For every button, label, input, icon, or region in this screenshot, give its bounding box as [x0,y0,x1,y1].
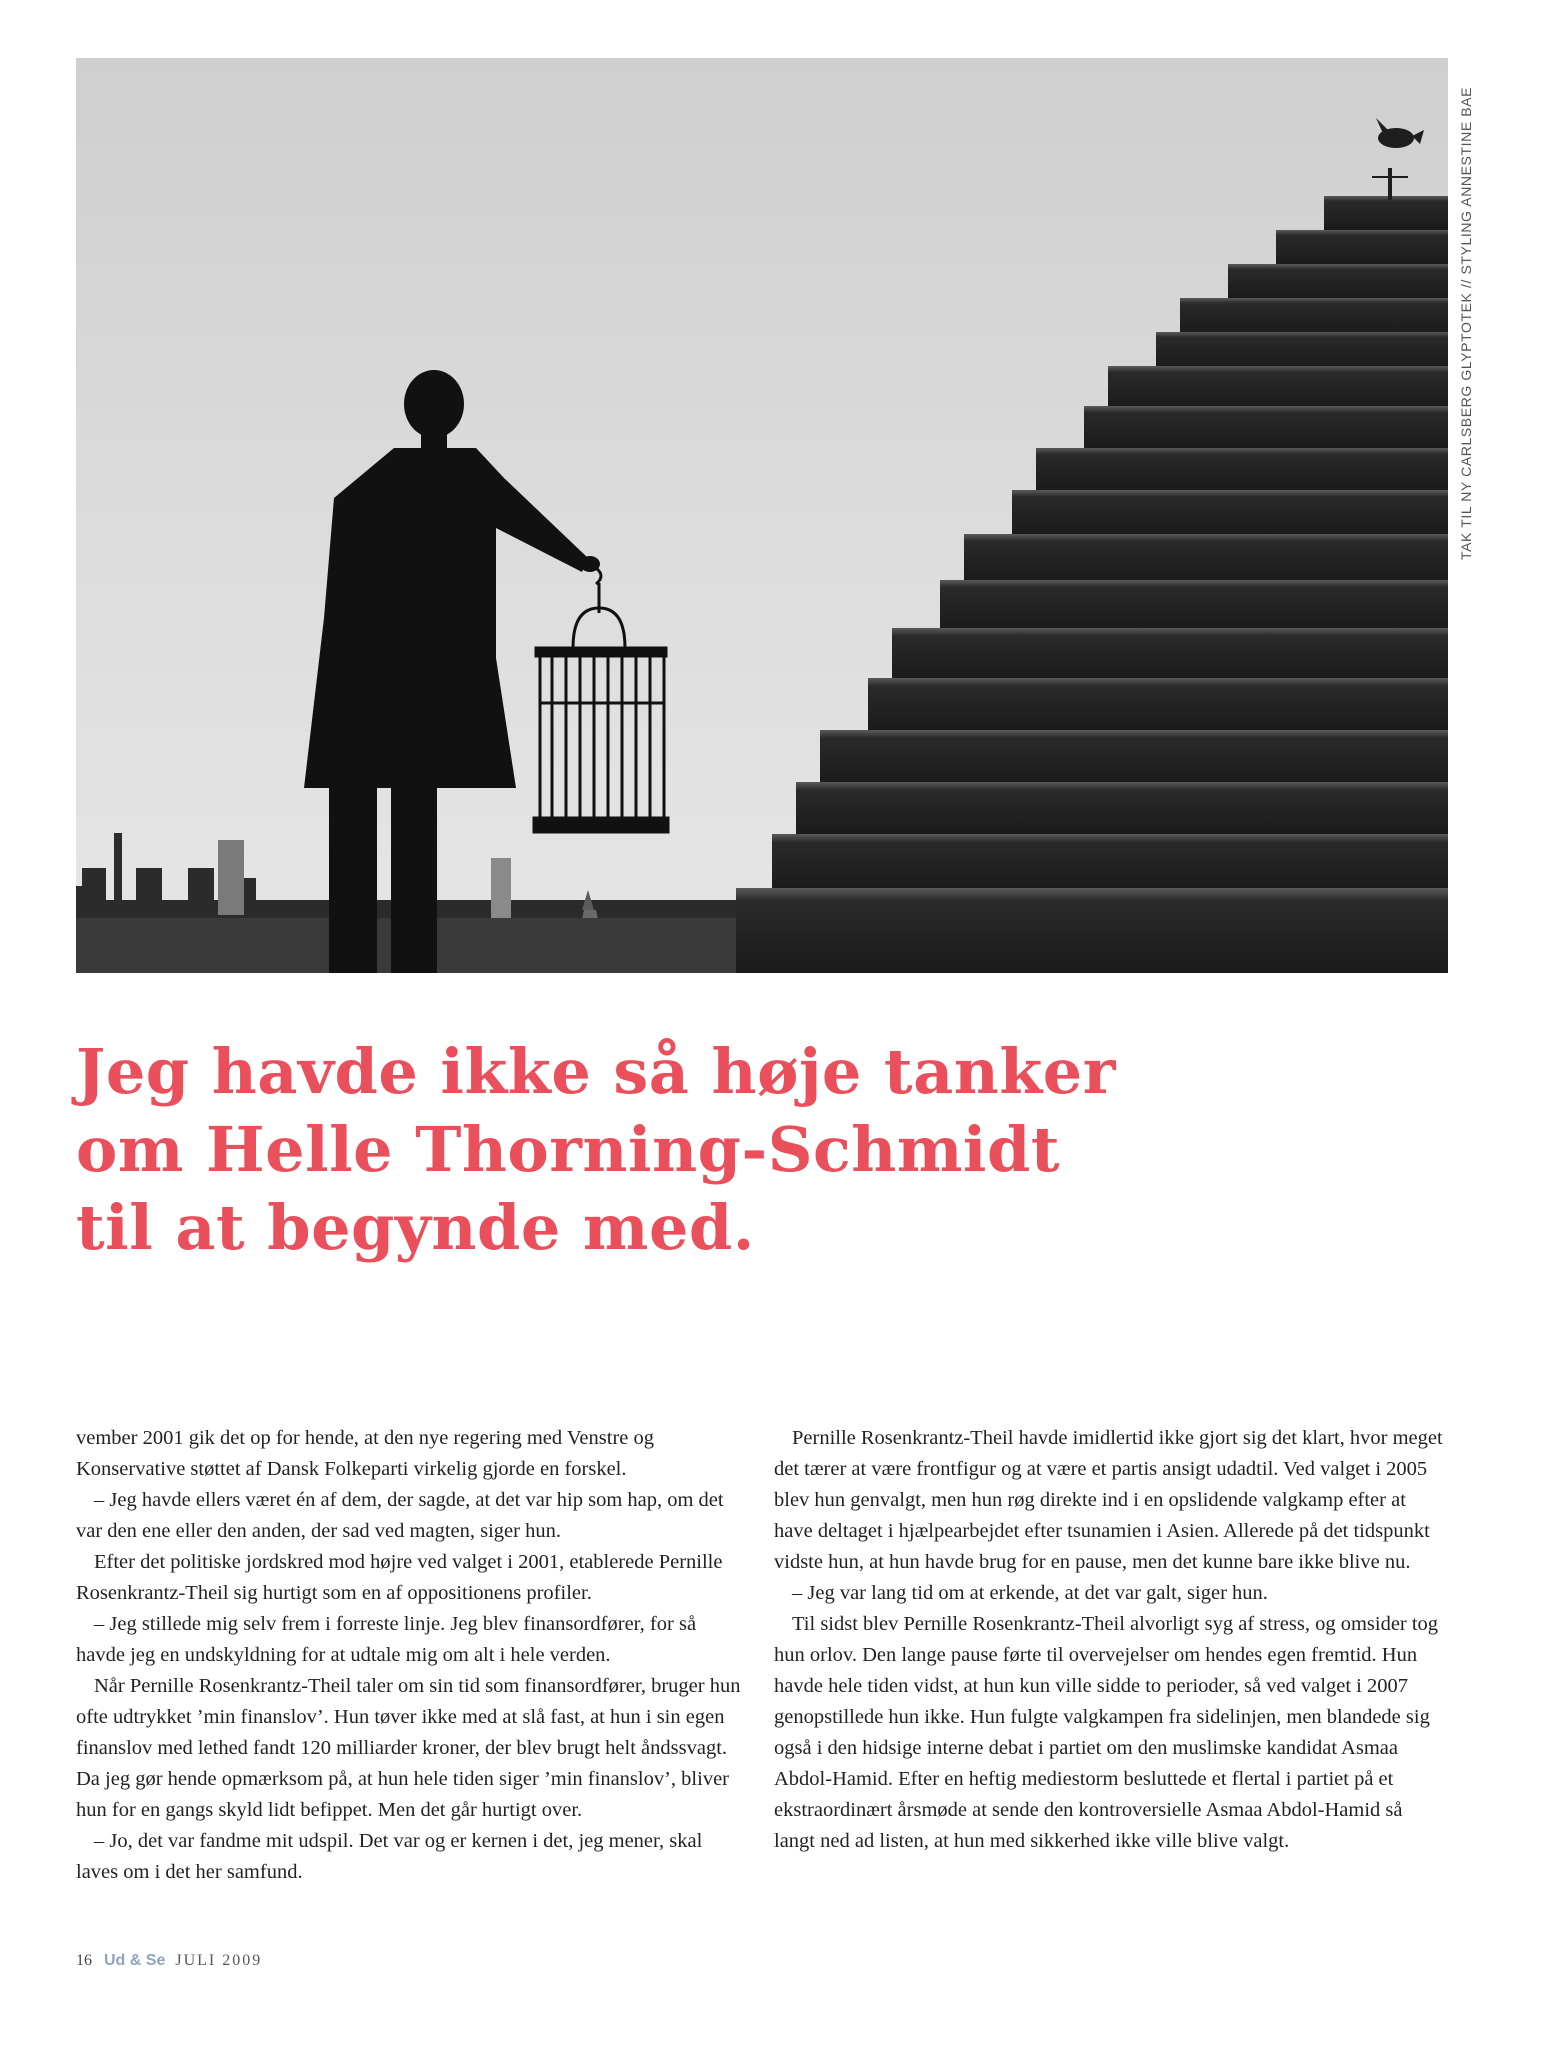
article-column-left [76,1423,746,1888]
issue-date: JULI 2009 [175,1952,263,1969]
headline-line: til at begynde med. [76,1191,755,1264]
page-footer [76,1952,262,1970]
paragraph: – Jo, det var fandme mit udspil. Det var og er kernen i det, jeg mener, skal laves om i det her samfund. [76,1830,703,1883]
paragraph: – Jeg havde ellers været én af dem, der sagde, at det var hip som hap, om det var den ene eller den anden, der sad ved magten, siger hun. [76,1489,724,1542]
photo-scene [76,58,1448,973]
paragraph: vember 2001 gik det op for hende, at den nye regering med Venstre og Konservative støttet af Dansk Folkeparti virkelig gjorde en forskel. [76,1427,655,1480]
paragraph: – Jeg stillede mig selv frem i forreste linje. Jeg blev finansordfører, for så havde jeg en undskyldning for at udtale mig om alt i hele verden. [76,1613,697,1666]
paragraph: – Jeg var lang tid om at erkende, at det var galt, siger hun. [792,1582,1268,1604]
paragraph: Pernille Rosenkrantz-Theil havde imidlertid ikke gjort sig det klart, hvor meget det tærer at være frontfigur og at være et partis ansigt udadtil. Ved valget i 2005 blev hun genvalgt, men hun røg direkte ind i en opslidende valgkamp efter at have deltaget i hjælpearbejdet efter tsunamien i Asien. Allerede på det tidspunkt vidste hun, at hun havde brug for en pause, men det kunne bare ikke blive nu. [774,1427,1443,1573]
page-number: 16 [76,1952,92,1969]
headline [76,1033,1376,1267]
paragraph: Efter det politiske jordskred mod højre ved valget i 2001, etablerede Pernille Rosenkrantz-Theil sig hurtigt som en af oppositionens profiler. [76,1551,723,1604]
magazine-brand: Ud & Se [104,1952,166,1969]
paragraph: Til sidst blev Pernille Rosenkrantz-Theil alvorligt syg af stress, og omsider tog hun orlov. Den lange pause førte til overvejelser om hendes egen fremtid. Hun havde hele tiden vidst, at hun kun ville sidde to perioder, så ved valget i 2007 genopstillede hun ikke. Hun fulgte valgkampen fra sidelinjen, men blandede sig også i den hidsige interne debat i partiet om den muslimske kandidat Asmaa Abdol-Hamid. Efter en heftig mediestorm besluttede et flertal i partiet på et ekstraordinært årsmøde at sende den kontroversielle Asmaa Abdol-Hamid så langt ned ad listen, at hun med sikkerhed ikke ville blive valgt. [774,1613,1439,1852]
paragraph: Når Pernille Rosenkrantz-Theil taler om sin tid som finansordfører, bruger hun ofte udtrykket ’min finanslov’. Hun tøver ikke med at slå fast, at hun i sin egen finanslov med lethed fandt 120 milliarder kroner, der blev brugt helt åndssvagt. Da jeg gør hende opmærksom på, at hun hele tiden siger ’min finanslov’, bliver hun for en gangs skyld lidt befippet. Men det går hurtigt over. [76,1675,741,1821]
headline-line: om Helle Thorning-Schmidt [76,1113,1060,1186]
hero-photo [76,58,1448,973]
article-column-right [774,1423,1444,1857]
photo-credit: TAK TIL NY CARLSBERG GLYPTOTEK // STYLING ANNESTINE BAE [1458,86,1474,560]
headline-line: Jeg havde ikke så høje tanker [76,1035,1116,1108]
